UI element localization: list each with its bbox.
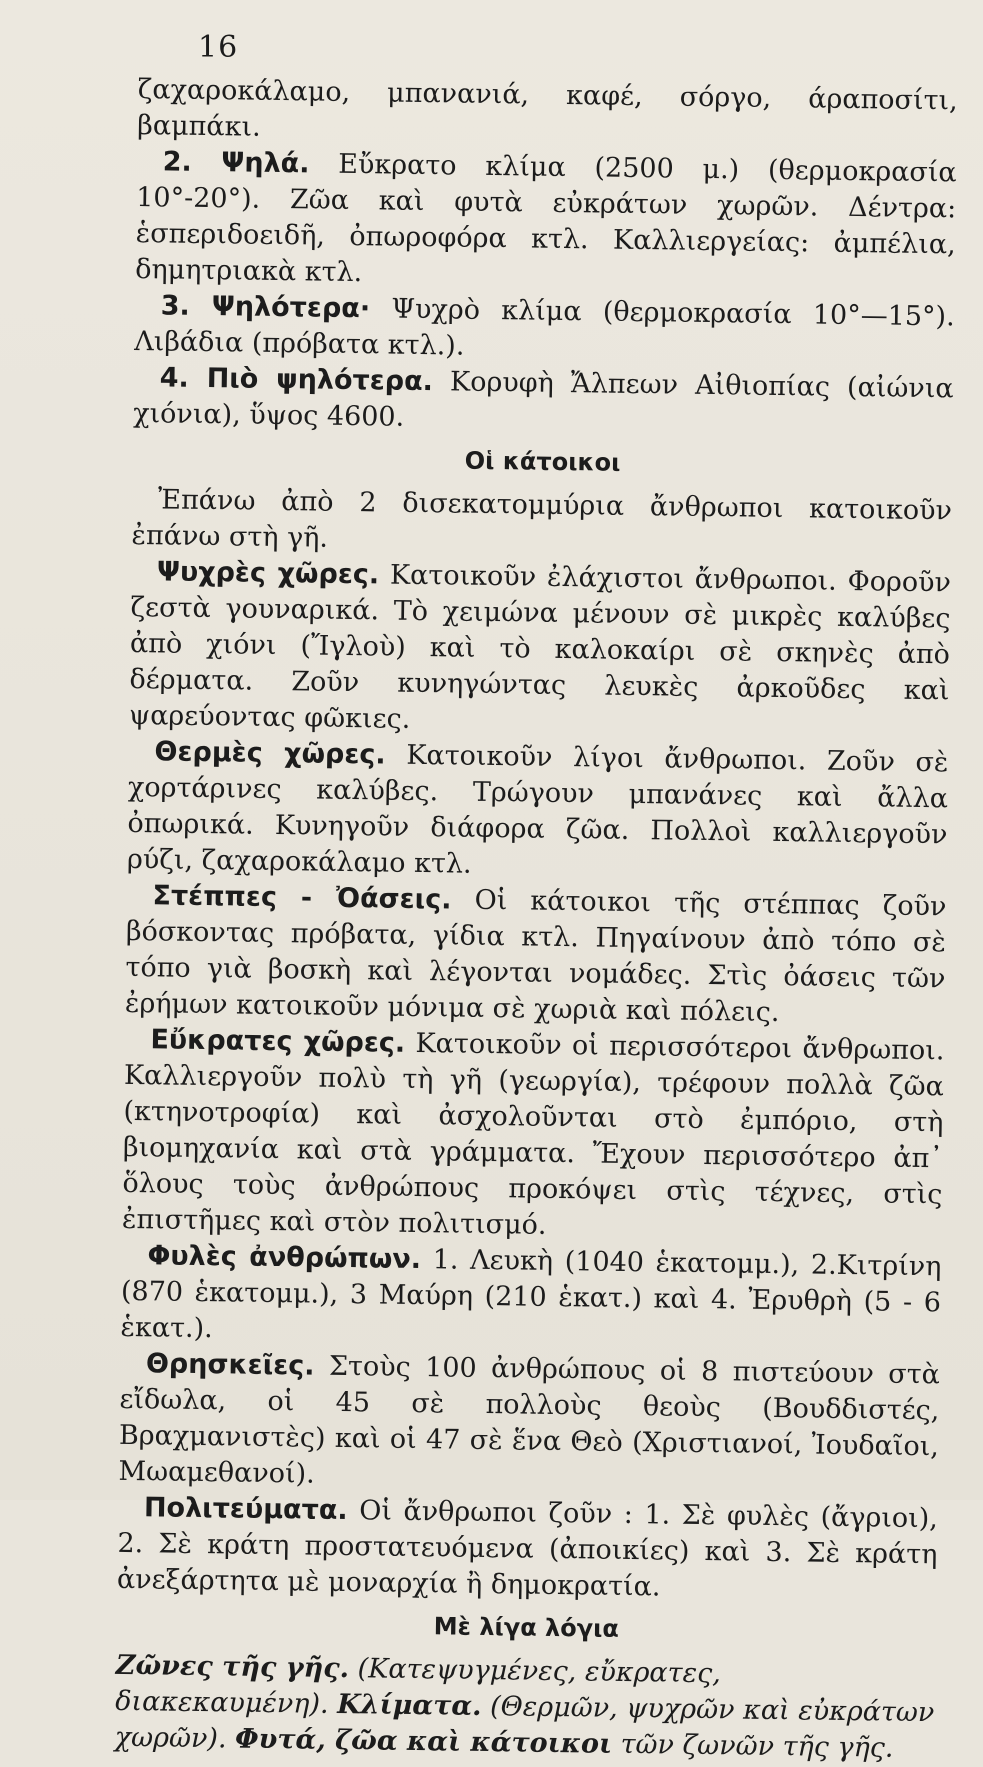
paragraph-religions	[118, 1346, 940, 1501]
paragraph-temperate-lands	[122, 1022, 945, 1249]
summary-lead: Κλίματα.	[336, 1688, 482, 1722]
paragraph-lead: Θερμὲς χῶρες.	[154, 736, 386, 771]
paragraph-text: Κατοικοῦν λίγοι ἄνθρωποι. Ζοῦν σὲ χορτάρινες καλύβες. Τρώγουν μπανάνες καὶ ἄλλα ὀπωρικά. Κυνηγοῦν διάφορα ζῶα. Πολλοὶ καλλιεργοῦν ρύζι, ζαχαροκάλαμο κτλ.	[126, 739, 949, 880]
page-number: 16	[198, 30, 239, 65]
summary-lead: Φυτά, ζῶα καὶ κάτοικοι	[234, 1723, 613, 1760]
summary-lead: Ζῶνες τῆς γῆς.	[115, 1649, 350, 1685]
paragraph-text: Οἱ ἄνθρωποι ζοῦν : 1. Σὲ φυλὲς (ἄγριοι), 2. Σὲ κράτη προστατευόμενα (ἀποικίες) καὶ 3. Σὲ κράτη ἀνεξάρτητα μὲ μοναρχία ἢ δημοκρατία.	[116, 1495, 939, 1603]
paragraph-text: Στοὺς 100 ἀνθρώπους οἱ 8 πιστεύουν στὰ εἴδωλα, οἱ 45 σὲ πολλοὺς θεοὺς (Βουδδιστές, Βραχμανιστὲς) καὶ οἱ 47 σὲ ἕνα Θεὸ (Χριστιανοί, Ἰουδαῖοι, Μωαμεθανοί).	[118, 1350, 941, 1490]
summary-body: (Κατεψυγμένες, εὔκρατες, διακεκαυμένη).	[115, 1653, 722, 1720]
paragraph-lead: Φυλὲς ἀνθρώπων.	[147, 1240, 422, 1276]
paragraph-text: Ψυχρὸ κλίμα (θερμοκρασία 10°—15°). Λιβάδια (πρόβατα κτλ.).	[134, 293, 955, 362]
paragraph-higher	[134, 288, 955, 371]
paragraph-lead: Θρησκεῖες.	[145, 1348, 315, 1382]
summary-body: τῶν ζωνῶν τῆς γῆς.	[620, 1728, 894, 1764]
paragraph-highest	[133, 360, 954, 443]
paragraph-steppes	[125, 878, 947, 1033]
paragraph-polities	[117, 1490, 938, 1609]
paragraph-lead: 4. Πιὸ ψηλότερα.	[159, 362, 434, 398]
paragraph-lead: Εὔκρατες χῶρες.	[150, 1024, 406, 1059]
paragraph-text: Κατοικοῦν οἱ περισσότεροι ἄνθρωποι. Καλλιεργοῦν πολὺ τὴ γῆ (γεωργία), τρέφουν πολλὰ ζῶα (κτηνοτροφία) καὶ ἀσχολοῦνται στὸ ἐμπόριο, στὴ βιομηχανία καὶ στὰ γράμματα. Ἔχουν περισσότερο ἀπ᾿ ὅλους τοὺς ἀνθρώπους προκόψει στὶς τέχνες, στὶς ἐπιστῆμες καὶ στὸν πολιτισμό.	[121, 1027, 945, 1241]
paragraph-lead: 2. Ψηλά.	[162, 146, 310, 180]
paragraph-text: Κορυφὴ Ἄλπεων Αἰθιοπίας (αἰώνια χιόνια), ὕψος 4600.	[133, 366, 954, 433]
paragraph-hot-lands	[127, 734, 949, 889]
paragraph-lead: Ψυχρὲς χῶρες.	[156, 556, 380, 591]
summary-text	[114, 1648, 935, 1767]
paragraph-text: Κατοικοῦν ἐλάχιστοι ἄνθρωποι. Φοροῦν ζεστὰ γουναρικά. Τὸ χειμώνα μένουν σὲ μικρὲς καλύβες ἀπὸ χιόνι (Ἴγλοὺ) καὶ τὸ καλοκαίρι σὲ σκηνὲς ἀπὸ δέρματα. Ζοῦν κυνηγώντας λευκὲς ἀρκοῦδες καὶ ψαρεύοντας φῶκιες.	[128, 559, 952, 735]
section-heading-inhabitants: Οἱ κάτοικοι	[464, 446, 621, 477]
paragraph-text: Ἐπάνω ἀπὸ 2 δισεκατομμύρια ἄνθρωποι κατοικοῦν ἐπάνω στὴ γῆ.	[131, 484, 953, 554]
paragraph-text: Οἱ κάτοικοι τῆς στέππας ζοῦν βόσκοντας πρόβατα, γίδια κτλ. Πηγαίνουν ἀπὸ τόπο σὲ τόπο γιὰ βοσκὴ καὶ λέγονται νομάδες. Στὶς ὀάσεις τῶν ἐρήμων κατοικοῦν μόνιμα σὲ χωριὰ καὶ πόλεις.	[124, 884, 947, 1029]
paragraph-lead: 3. Ψηλότερα·	[160, 290, 371, 325]
summary-body: (Θερμῶν, ψυχρῶν καὶ εὐκράτων χωρῶν).	[114, 1691, 935, 1755]
paragraph-lead: Πολιτεύματα.	[143, 1492, 348, 1527]
paragraph-high	[135, 144, 957, 299]
paragraph-lead: Στέππες - Ὀάσεις.	[152, 880, 452, 916]
paragraph-text: Εὔκρατο κλίμα (2500 μ.) (θερμοκρασία 10°-20°). Ζῶα καὶ φυτὰ εὐκράτων χωρῶν. Δέντρα: ἑσπεριδοειδῆ, ὀπωροφόρα κτλ. Καλλιεργείας: ἀμπέλια, δημητριακὰ κτλ.	[135, 148, 957, 289]
paragraph-cold-lands	[129, 554, 951, 745]
section-heading-summary: Μὲ λίγα λόγια	[433, 1612, 620, 1643]
page-text	[114, 72, 957, 1767]
paragraph-races	[120, 1238, 941, 1357]
paragraph-text: 1. Λευκὴ (1040 ἑκατομμ.), 2.Κιτρίνη (870 ἑκατομμ.), 3 Μαύρη (210 ἑκατ.) καὶ 4. Ἐρυθρὴ (5 - 6 ἑκατ.).	[120, 1244, 942, 1345]
paragraph-intro	[131, 482, 952, 565]
paragraph-text: ζαχαροκάλαμο, μπανανιά, καφέ, σόργο, άραποσίτι, βαμπάκι.	[137, 73, 958, 143]
paragraph-crops	[137, 72, 958, 155]
